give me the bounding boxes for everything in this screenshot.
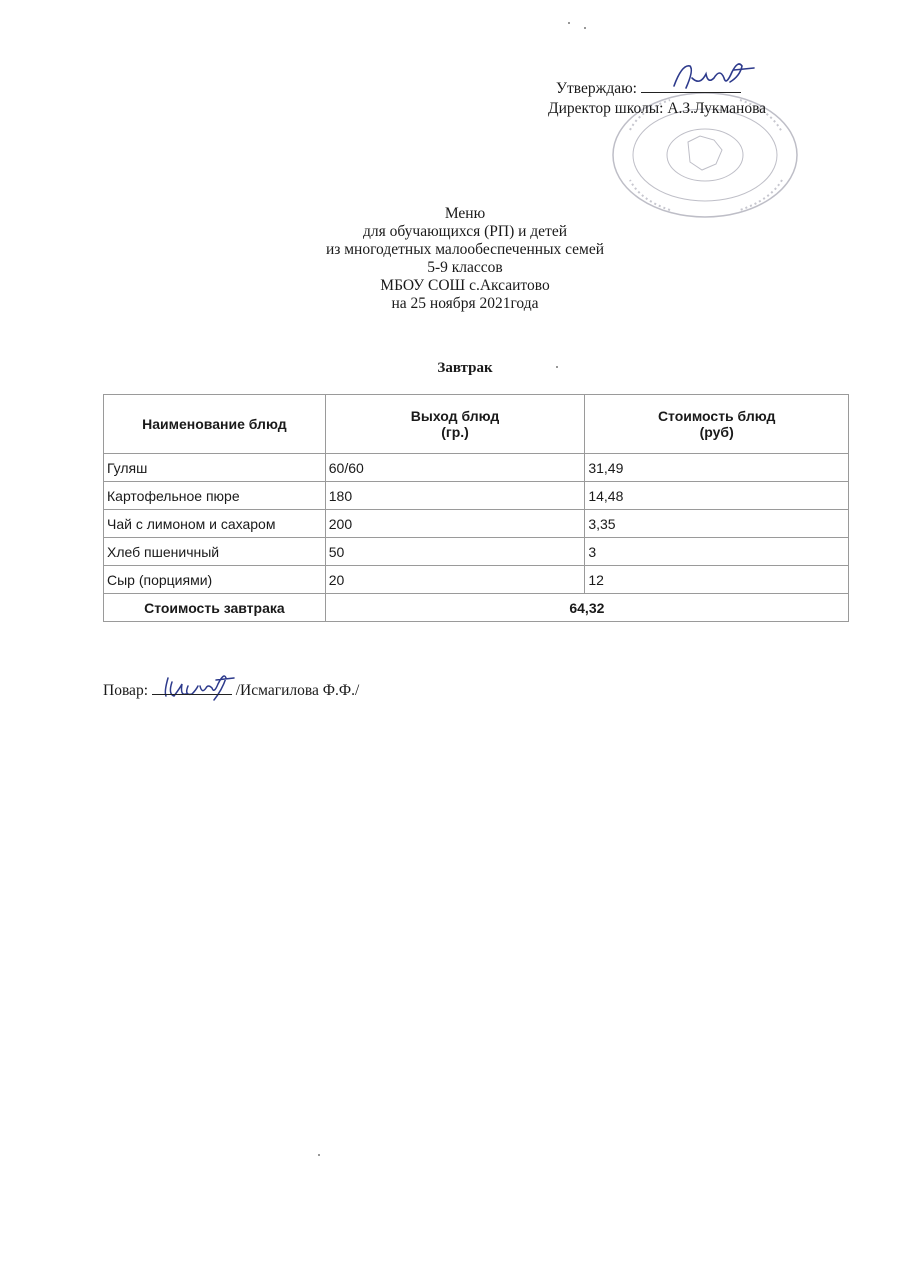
table-header-row (104, 395, 849, 454)
table-row (104, 510, 849, 538)
cook-name: /Исмагилова Ф.Ф./ (235, 682, 360, 699)
table-row (104, 454, 849, 482)
document-title (0, 205, 897, 313)
approve-label: Утверждаю: (556, 80, 637, 97)
dish-name: Картофельное пюре (104, 482, 326, 510)
title-line: МБОУ СОШ с.Аксаитово (380, 277, 550, 294)
approval-block (548, 78, 868, 119)
section-title: Завтрак (437, 360, 493, 376)
table-row (104, 538, 849, 566)
dish-yield: 50 (325, 538, 585, 566)
director-label: Директор школы: А.З.Лукманова (548, 100, 767, 117)
header-cost: Стоимость блюд (руб) (585, 395, 849, 454)
dish-yield: 20 (325, 566, 585, 594)
title-date: на 25 ноября 2021года (391, 295, 539, 312)
dish-name: Хлеб пшеничный (104, 538, 326, 566)
dish-yield: 200 (325, 510, 585, 538)
scan-speck (568, 22, 570, 24)
dish-cost: 14,48 (585, 482, 849, 510)
dish-name: Сыр (порциями) (104, 566, 326, 594)
title-line: 5-9 классов (427, 259, 503, 276)
title-line: из многодетных малообеспеченных семей (325, 241, 605, 258)
table-row (104, 566, 849, 594)
dish-yield: 60/60 (325, 454, 585, 482)
cook-signature-line (152, 680, 232, 695)
total-label: Стоимость завтрака (104, 594, 326, 622)
header-dish-name: Наименование блюд (104, 395, 326, 454)
total-row (104, 594, 849, 622)
menu-table (103, 394, 849, 622)
dish-cost: 12 (585, 566, 849, 594)
approve-signature-line (641, 78, 741, 93)
scan-speck (584, 27, 586, 29)
title-line: для обучающихся (РП) и детей (363, 223, 567, 240)
dish-yield: 180 (325, 482, 585, 510)
dish-name: Чай с лимоном и сахаром (104, 510, 326, 538)
scan-speck (318, 1154, 320, 1156)
total-value: 64,32 (325, 594, 848, 622)
dish-cost: 3 (585, 538, 849, 566)
dish-name: Гуляш (104, 454, 326, 482)
dish-cost: 3,35 (585, 510, 849, 538)
header-yield: Выход блюд (гр.) (325, 395, 585, 454)
title-line: Меню (444, 205, 486, 222)
cook-block (103, 680, 359, 701)
cook-label: Повар: (103, 682, 148, 699)
dish-cost: 31,49 (585, 454, 849, 482)
table-row (104, 482, 849, 510)
